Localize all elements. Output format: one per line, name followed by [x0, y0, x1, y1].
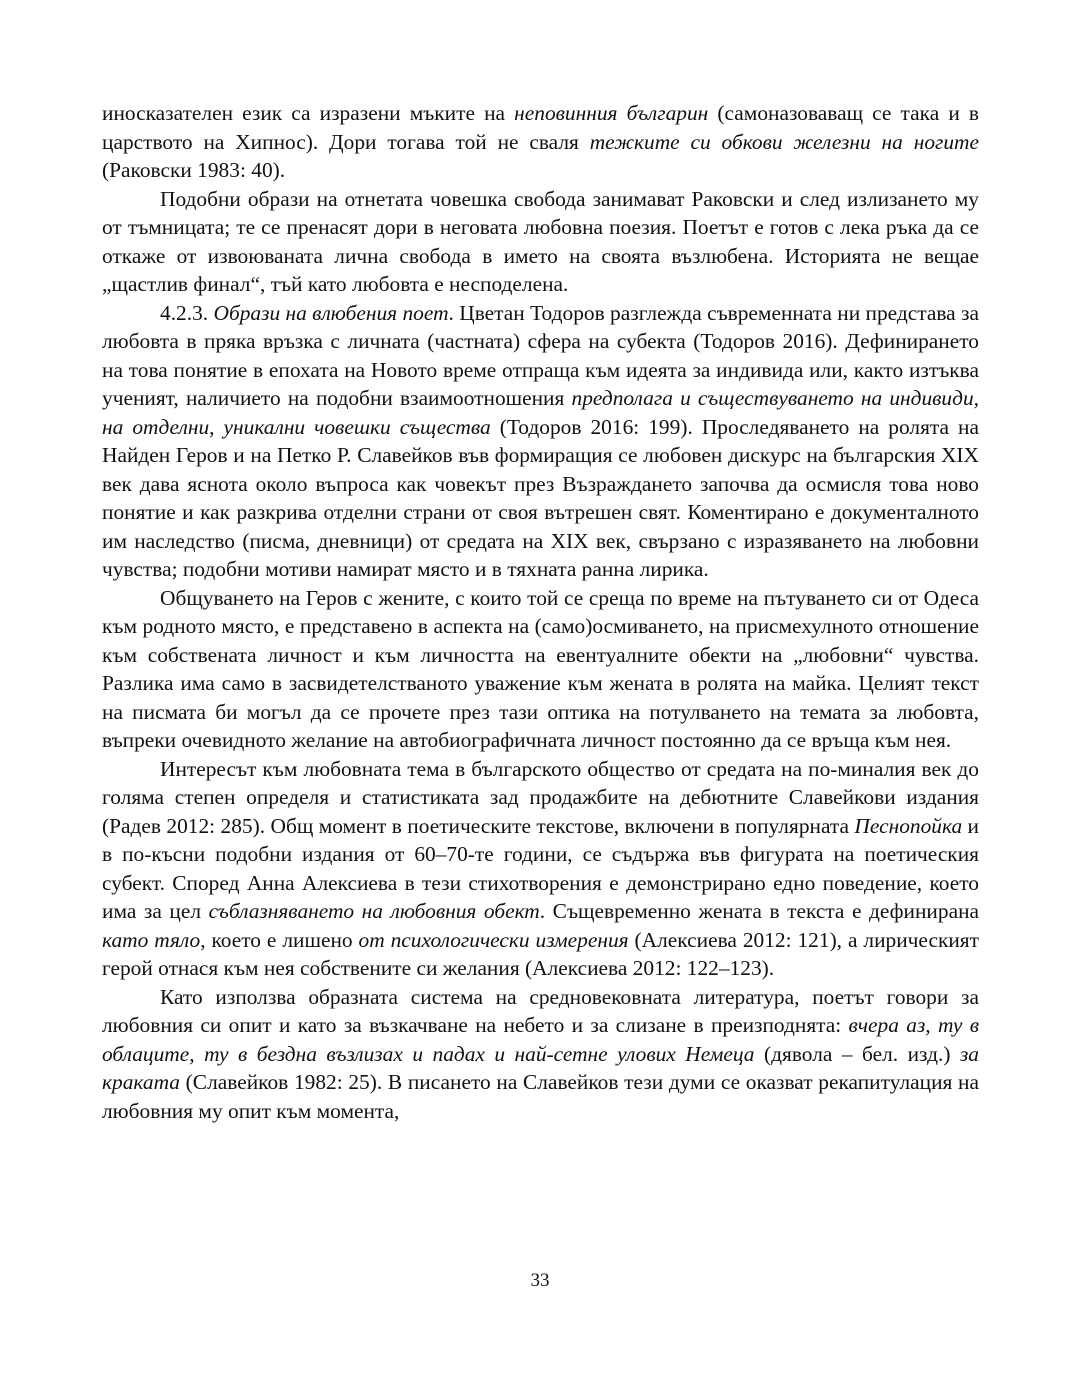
text-segment: Общуването на Геров с жените, с които той се среща по време на пътуването си от Одеса към родното място, е представено в аспекта на (само)осмиването, на присмехулното отношение към собствената личност и към личността на евентуалните обекти на „любовни“ чувства. Разлика има само в засвидетелстваното уважение към жената в ролята на майка. Целият текст на писмата би могъл да се прочете през тази оптика на потулването на темата за любовта, въпреки очевидното желание на автобиографичната личност постоянно да се връща към нея. — [102, 585, 979, 752]
paragraph-6 — [102, 983, 979, 1126]
text-segment: (Тодоров 2016: 199). Проследяването на ролята на Найден Геров и на Петко Р. Славейков във формиращия се любовен дискурс на българския XIX век дава яснота около въпроса как човекът през Възраждането започва да осмисля това ново понятие и как разкрива отделни страни от своя вътрешен свят. Коментирано е документалното им наследство (писма, дневници) от средата на XIX век, свързано с изразяването на любовни чувства; подобни мотиви намират място и в тяхната ранна лирика. — [102, 414, 979, 581]
text-segment: (дявола – бел. изд.) — [754, 1041, 960, 1066]
text-segment: (Славейков 1982: 25). В писането на Славейков тези думи се оказват рекапитулация на любовния му опит към момента, — [102, 1070, 979, 1123]
text-segment: 4.2.3. — [160, 300, 214, 325]
paragraph-2 — [102, 185, 979, 299]
italic-segment: за краката — [102, 1041, 979, 1094]
text-segment: Като използва образната система на средновековната литература, поетът говори за любовния си опит и като за възкачване на небето и за слизане в преизподнята: — [102, 984, 979, 1037]
text-segment: (Раковски 1983: 40). — [102, 158, 286, 182]
text-segment: (Алексиева 2012: 121), а лирическият герой отнася към нея собствените си желания (Алексиева 2012: 122–123). — [102, 927, 979, 980]
italic-segment: като тяло — [102, 927, 201, 952]
text-segment: Интересът към любовната тема в българското общество от средата на по-миналия век до голяма степен определя и статистиката зад продажбите на дебютните Славейкови издания (Радев 2012: 285). Общ момент в поетическите текстове, включени в популярната — [102, 756, 979, 838]
italic-segment: вчера аз, ту в облаците, ту в бездна възлизах и падах и най-сетне улових Немеца — [102, 1013, 979, 1066]
paragraph-4 — [102, 584, 979, 755]
paragraph-1 — [102, 99, 979, 185]
italic-segment: предполага и съществуването на индивиди, на отделни, уникални човешки същества — [102, 386, 979, 439]
paragraph-3 — [102, 299, 979, 584]
text-segment: . Цветан Тодоров разглежда съвременната ни представа за любовта в пряка връзка с личната (частната) сфера на субекта (Тодоров 2016). Дефинирането на това понятие в епохата на Новото време отпраща към идеята за индивида или, както изтъква ученият, наличието на подобни взаимоотношения — [102, 300, 979, 410]
page-number: 33 — [530, 1270, 550, 1291]
text-segment: иносказателен език са изразени мъките на — [102, 101, 515, 125]
text-segment: и в по-късни подобни издания от 60–70-те години, се съдържа във фигурата на поетическия субект. Според Анна Алексиева в тези стихотворения е демонстрирано едно поведение, което има за цел — [102, 813, 980, 923]
text-segment: , което е лишено — [200, 927, 359, 952]
italic-segment: Образи на влюбения поет — [213, 300, 449, 325]
italic-segment: тежките си обкови железни на ногите — [589, 129, 979, 154]
text-segment: . Същевременно жената в текста е дефинирана — [539, 899, 980, 923]
italic-segment: неповинния българин — [514, 101, 709, 125]
italic-segment: от психологически измерения — [358, 927, 629, 952]
text-segment: Подобни образи на отнетата човешка свобода занимават Раковски и след излизането му от тъмницата; те се пренасят дори в неговата любовна поезия. Поетът е готов с лека ръка да се откаже от извоюваната лична свобода в името на своята възлюбена. Историята не вещае „щастлив финал“, тъй като любовта е несподелена. — [102, 186, 979, 296]
paragraph-5 — [102, 755, 979, 983]
italic-segment: съблазняването на любовния обект — [208, 899, 540, 923]
page-body — [102, 99, 979, 1125]
italic-segment: Песнопойка — [854, 813, 963, 838]
text-segment: (самоназоваващ се така и в царството на Хипнос). Дори тогава той не сваля — [102, 101, 979, 154]
